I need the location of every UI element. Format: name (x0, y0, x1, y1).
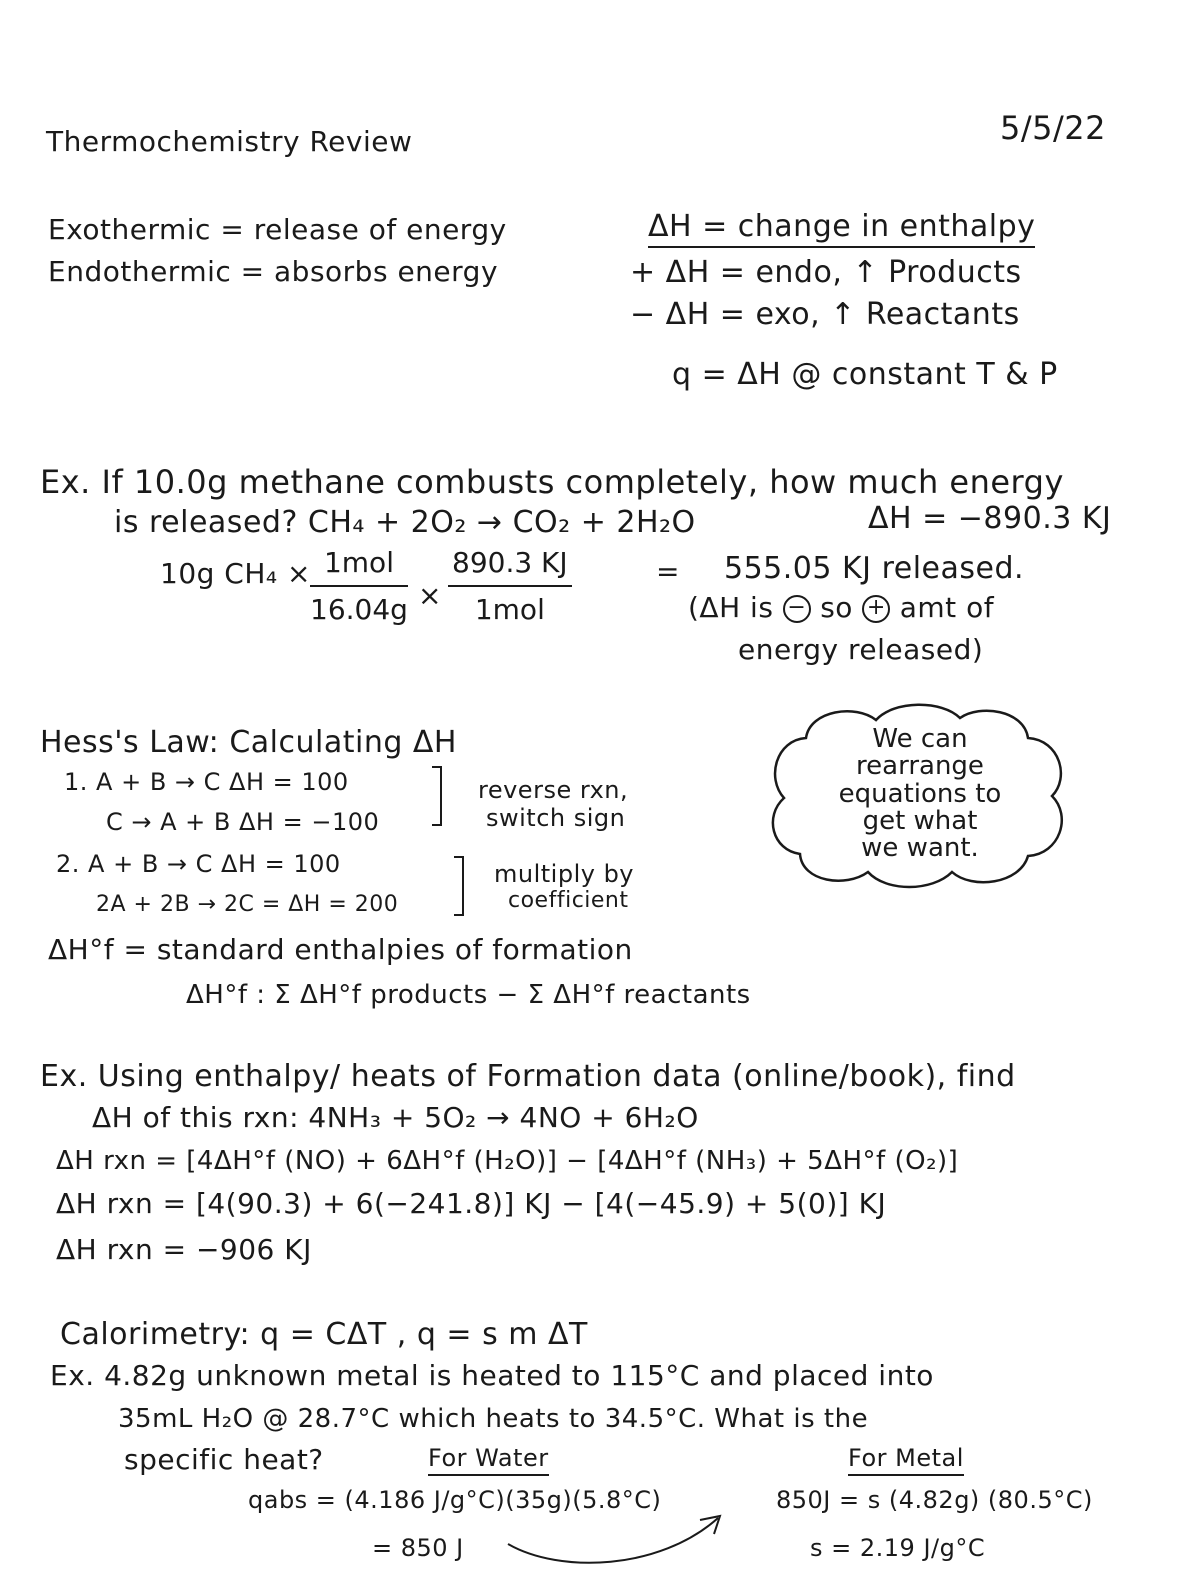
metal-heading (848, 1446, 964, 1470)
cloud-line4: get what (862, 805, 978, 836)
calorimetry-ex-line2: 35mL H₂O @ 28.7°C which heats to 34.5°C. What is the (118, 1404, 869, 1434)
fraction-1-numerator: 1mol (310, 546, 408, 587)
example2-line1: Ex. Using enthalpy/ heats of Formation data (online/book), find (40, 1059, 1016, 1094)
hess-item1-note1: reverse rxn, (478, 776, 629, 804)
example1-line1: Ex. If 10.0g methane combusts completely, how much energy (40, 463, 1064, 501)
times-sign: × (418, 579, 442, 612)
cloud-line1: We can (872, 724, 968, 754)
hess-item2-note2: coefficient (508, 888, 629, 913)
water-result: = 850 J (372, 1534, 464, 1562)
note-part-b: so (820, 591, 853, 624)
example1-fraction-1 (310, 546, 408, 626)
water-calculation: qabs = (4.186 J/g°C)(35g)(5.8°C) (248, 1486, 662, 1514)
hess-item2-note1: multiply by (494, 860, 635, 888)
endothermic-definition: Endothermic = absorbs energy (48, 255, 499, 288)
example2-line5: ΔH rxn = −906 KJ (56, 1233, 312, 1266)
delta-h-definition-text: ΔH = change in enthalpy (648, 209, 1035, 248)
cloud-line5: we want. (861, 833, 979, 864)
minus-circle: − (783, 595, 811, 623)
q-equals-delta-h: q = ΔH @ constant T & P (672, 357, 1058, 392)
bracket-2 (454, 856, 464, 916)
std-enthalpy-formula: ΔH°f : Σ ΔH°f products − Σ ΔH°f reactants (186, 980, 751, 1010)
cloud-line3: equations to (838, 778, 1002, 809)
plus-circle: + (862, 595, 890, 623)
hess-item2-b: 2A + 2B → 2C = ΔH = 200 (96, 892, 399, 917)
fraction-2-numerator: 890.3 KJ (448, 546, 572, 587)
arrow-icon (500, 1500, 730, 1570)
example2-line3: ΔH rxn = [4ΔH°f (NO) + 6ΔH°f (H₂O)] − [4ΔH°f (NH₃) + 5ΔH°f (O₂)] (56, 1146, 959, 1176)
example1-result: 555.05 KJ released. (724, 551, 1025, 586)
example1-reaction: is released? CH₄ + 2O₂ → CO₂ + 2H₂O (114, 505, 696, 540)
cloud-note (800, 726, 1040, 862)
positive-delta-h: + ΔH = endo, ↑ Products (630, 255, 1022, 290)
metal-result: s = 2.19 J/g°C (810, 1534, 986, 1562)
example1-note-line1 (688, 591, 995, 624)
metal-calculation: 850J = s (4.82g) (80.5°C) (776, 1486, 1093, 1514)
fraction-2-denominator: 1mol (474, 593, 545, 626)
water-heading (428, 1446, 549, 1470)
exothermic-definition: Exothermic = release of energy (48, 213, 507, 246)
cloud-line2: rearrange (856, 751, 984, 782)
page-date: 5/5/22 (1000, 109, 1106, 147)
water-heading-text: For Water (428, 1444, 549, 1476)
hess-item2-a: 2. A + B → C ΔH = 100 (56, 850, 341, 878)
example1-fraction-2 (448, 546, 572, 626)
example1-note-line2: energy released) (738, 633, 984, 666)
example1-delta-h: ΔH = −890.3 KJ (868, 501, 1112, 536)
example1-start: 10g CH₄ × (160, 557, 311, 590)
hess-item1-note2: switch sign (486, 804, 626, 832)
example2-line2: ΔH of this rxn: 4NH₃ + 5O₂ → 4NO + 6H₂O (92, 1101, 699, 1134)
note-part-a: (ΔH is (688, 591, 774, 624)
hess-item1-b: C → A + B ΔH = −100 (106, 808, 380, 836)
calorimetry-ex-line1: Ex. 4.82g unknown metal is heated to 115°C and placed into (50, 1359, 934, 1392)
fraction-1-denominator: 16.04g (310, 593, 408, 626)
note-part-c: amt of (899, 591, 995, 624)
delta-h-definition (648, 209, 1036, 244)
negative-delta-h: − ΔH = exo, ↑ Reactants (630, 297, 1020, 332)
hess-law-title: Hess's Law: Calculating ΔH (40, 725, 457, 760)
calorimetry-title: Calorimetry: q = CΔT , q = s m ΔT (60, 1317, 588, 1352)
hess-item1-a: 1. A + B → C ΔH = 100 (64, 768, 349, 796)
bracket-1 (432, 766, 442, 826)
calorimetry-ex-line3: specific heat? (124, 1443, 324, 1476)
page-title: Thermochemistry Review (46, 125, 413, 158)
example2-line4: ΔH rxn = [4(90.3) + 6(−241.8)] KJ − [4(−45.9) + 5(0)] KJ (56, 1187, 887, 1220)
equals-sign: = (656, 555, 680, 588)
std-enthalpy-definition: ΔH°f = standard enthalpies of formation (48, 933, 633, 966)
metal-heading-text: For Metal (848, 1444, 964, 1476)
